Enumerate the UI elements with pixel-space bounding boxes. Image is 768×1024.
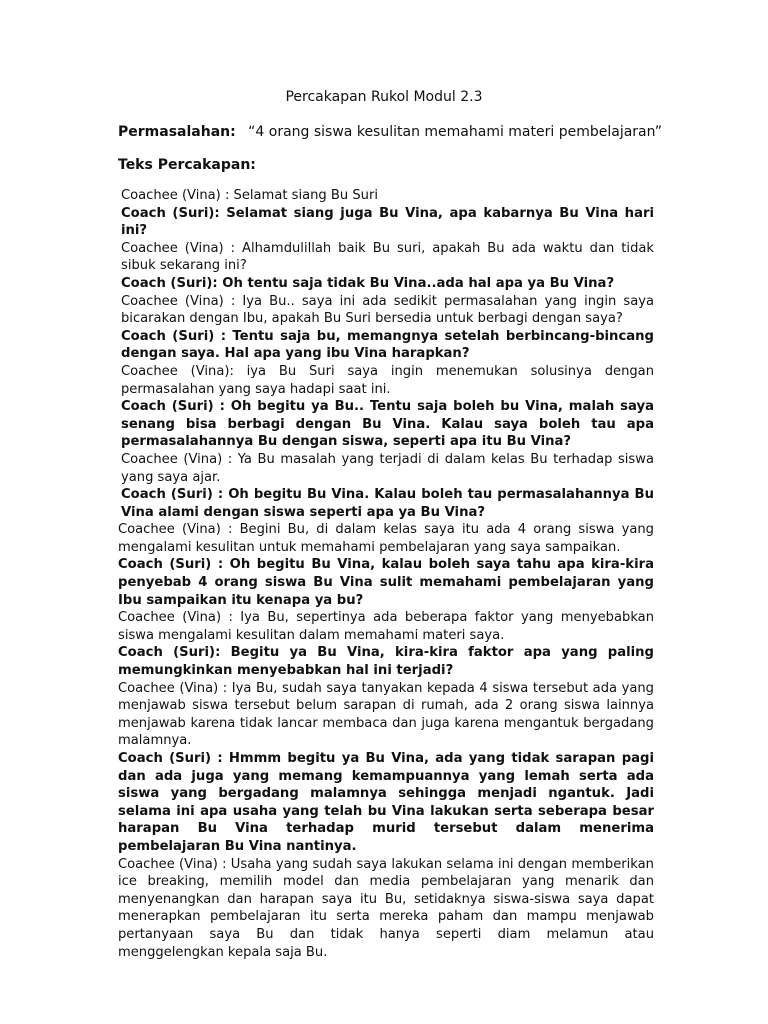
coach-turn: Coach (Suri): Oh tentu saja tidak Bu Vina..ada hal apa ya Bu Vina? — [121, 275, 615, 291]
coach-turn: Coach (Suri) : Oh begitu ya Bu.. Tentu saja boleh bu Vina, malah saya senang bisa berbagi dengan Bu Vina. Kalau saya boleh tau apa permasalahannya Bu dengan siswa, seperti apa itu Bu Vina? — [121, 399, 654, 450]
coachee-turn: Coachee (Vina) : Iya Bu, sepertinya ada beberapa faktor yang menyebabkan siswa mengalami kesulitan dalam memahami materi saya. — [118, 610, 654, 643]
conversation-heading — [118, 156, 658, 174]
problem-text: “4 orang siswa kesulitan memahami materi pembelajaran” — [248, 124, 662, 140]
coachee-turn: Coachee (Vina) : Usaha yang sudah saya lakukan selama ini dengan memberikan ice breaking, memilih model dan media pembelajaran yang menarik dan menyenangkan dan harapan saya itu Bu, setidaknya siswa-siswa saya dapat menerapkan pembelajaran itu serta mereka paham dan mampu menjawab pertanyaan saya Bu dan tidak hanya seperti diam melamun atau menggelengkan kepala saja Bu. — [118, 856, 654, 960]
problem-line — [118, 123, 662, 141]
coachee-turn: Coachee (Vina): iya Bu Suri saya ingin menemukan solusinya dengan permasalahan yang saya hadapi saat ini. — [121, 363, 654, 397]
coach-turn: Coach (Suri) : Hmmm begitu ya Bu Vina, ada yang tidak sarapan pagi dan ada juga yang memang kemampuannya yang lemah serta ada siswa yang bergadang malamnya sehingga menjadi ngantuk. Jadi selama ini apa usaha yang telah bu Vina lakukan serta seberapa besar harapan Bu Vina terhadap murid tersebut dalam menerima pembelajaran Bu Vina nantinya. — [118, 751, 654, 854]
coach-turn: Coach (Suri) : Tentu saja bu, memangnya setelah berbincang-bincang dengan saya. Hal apa yang ibu Vina harapkan? — [121, 328, 654, 362]
coach-turn: Coach (Suri) : Oh begitu Bu Vina, kalau boleh saya tahu apa kira-kira penyebab 4 orang siswa Bu Vina sulit memahami pembelajaran yang Ibu sampaikan itu kenapa ya bu? — [118, 557, 654, 608]
coachee-turn: Coachee (Vina) : Iya Bu, sudah saya tanyakan kepada 4 siswa tersebut ada yang menjawab siswa tersebut belum sarapan di rumah, ada 2 orang siswa lainnya menjawab karena tidak lancar membaca dan juga karena mengantuk bergadang malamnya. — [118, 680, 654, 749]
coach-turn: Coach (Suri) : Oh begitu Bu Vina. Kalau boleh tau permasalahannya Bu Vina alami dengan siswa seperti apa ya Bu Vina? — [121, 487, 654, 520]
coachee-turn: Coachee (Vina) : Iya Bu.. saya ini ada sedikit permasalahan yang ingin saya bicarakan dengan Ibu, apakah Bu Suri bersedia untuk berbagi dengan saya? — [121, 293, 654, 327]
problem-label: Permasalahan: — [118, 124, 236, 140]
conversation-body — [118, 187, 654, 961]
coachee-turn: Coachee (Vina) : Alhamdulillah baik Bu suri, apakah Bu ada waktu dan tidak sibuk sekarang ini? — [121, 240, 654, 274]
coachee-turn: Coachee (Vina) : Selamat siang Bu Suri — [121, 188, 378, 203]
coach-turn: Coach (Suri): Begitu ya Bu Vina, kira-kira faktor apa yang paling memungkinkan menyebabkan hal ini terjadi? — [118, 645, 654, 679]
coach-turn: Coach (Suri): Selamat siang juga Bu Vina, apa kabarnya Bu Vina hari ini? — [121, 205, 654, 239]
document-title: Percakapan Rukol Modul 2.3 — [285, 89, 483, 105]
conversation-label: Teks Percakapan: — [118, 157, 256, 173]
coachee-turn: Coachee (Vina) : Ya Bu masalah yang terjadi di dalam kelas Bu terhadap siswa yang saya ajar. — [121, 451, 654, 485]
coachee-turn: Coachee (Vina) : Begini Bu, di dalam kelas saya itu ada 4 orang siswa yang mengalami kesulitan untuk memahami pembelajaran yang saya sampaikan. — [118, 522, 654, 555]
